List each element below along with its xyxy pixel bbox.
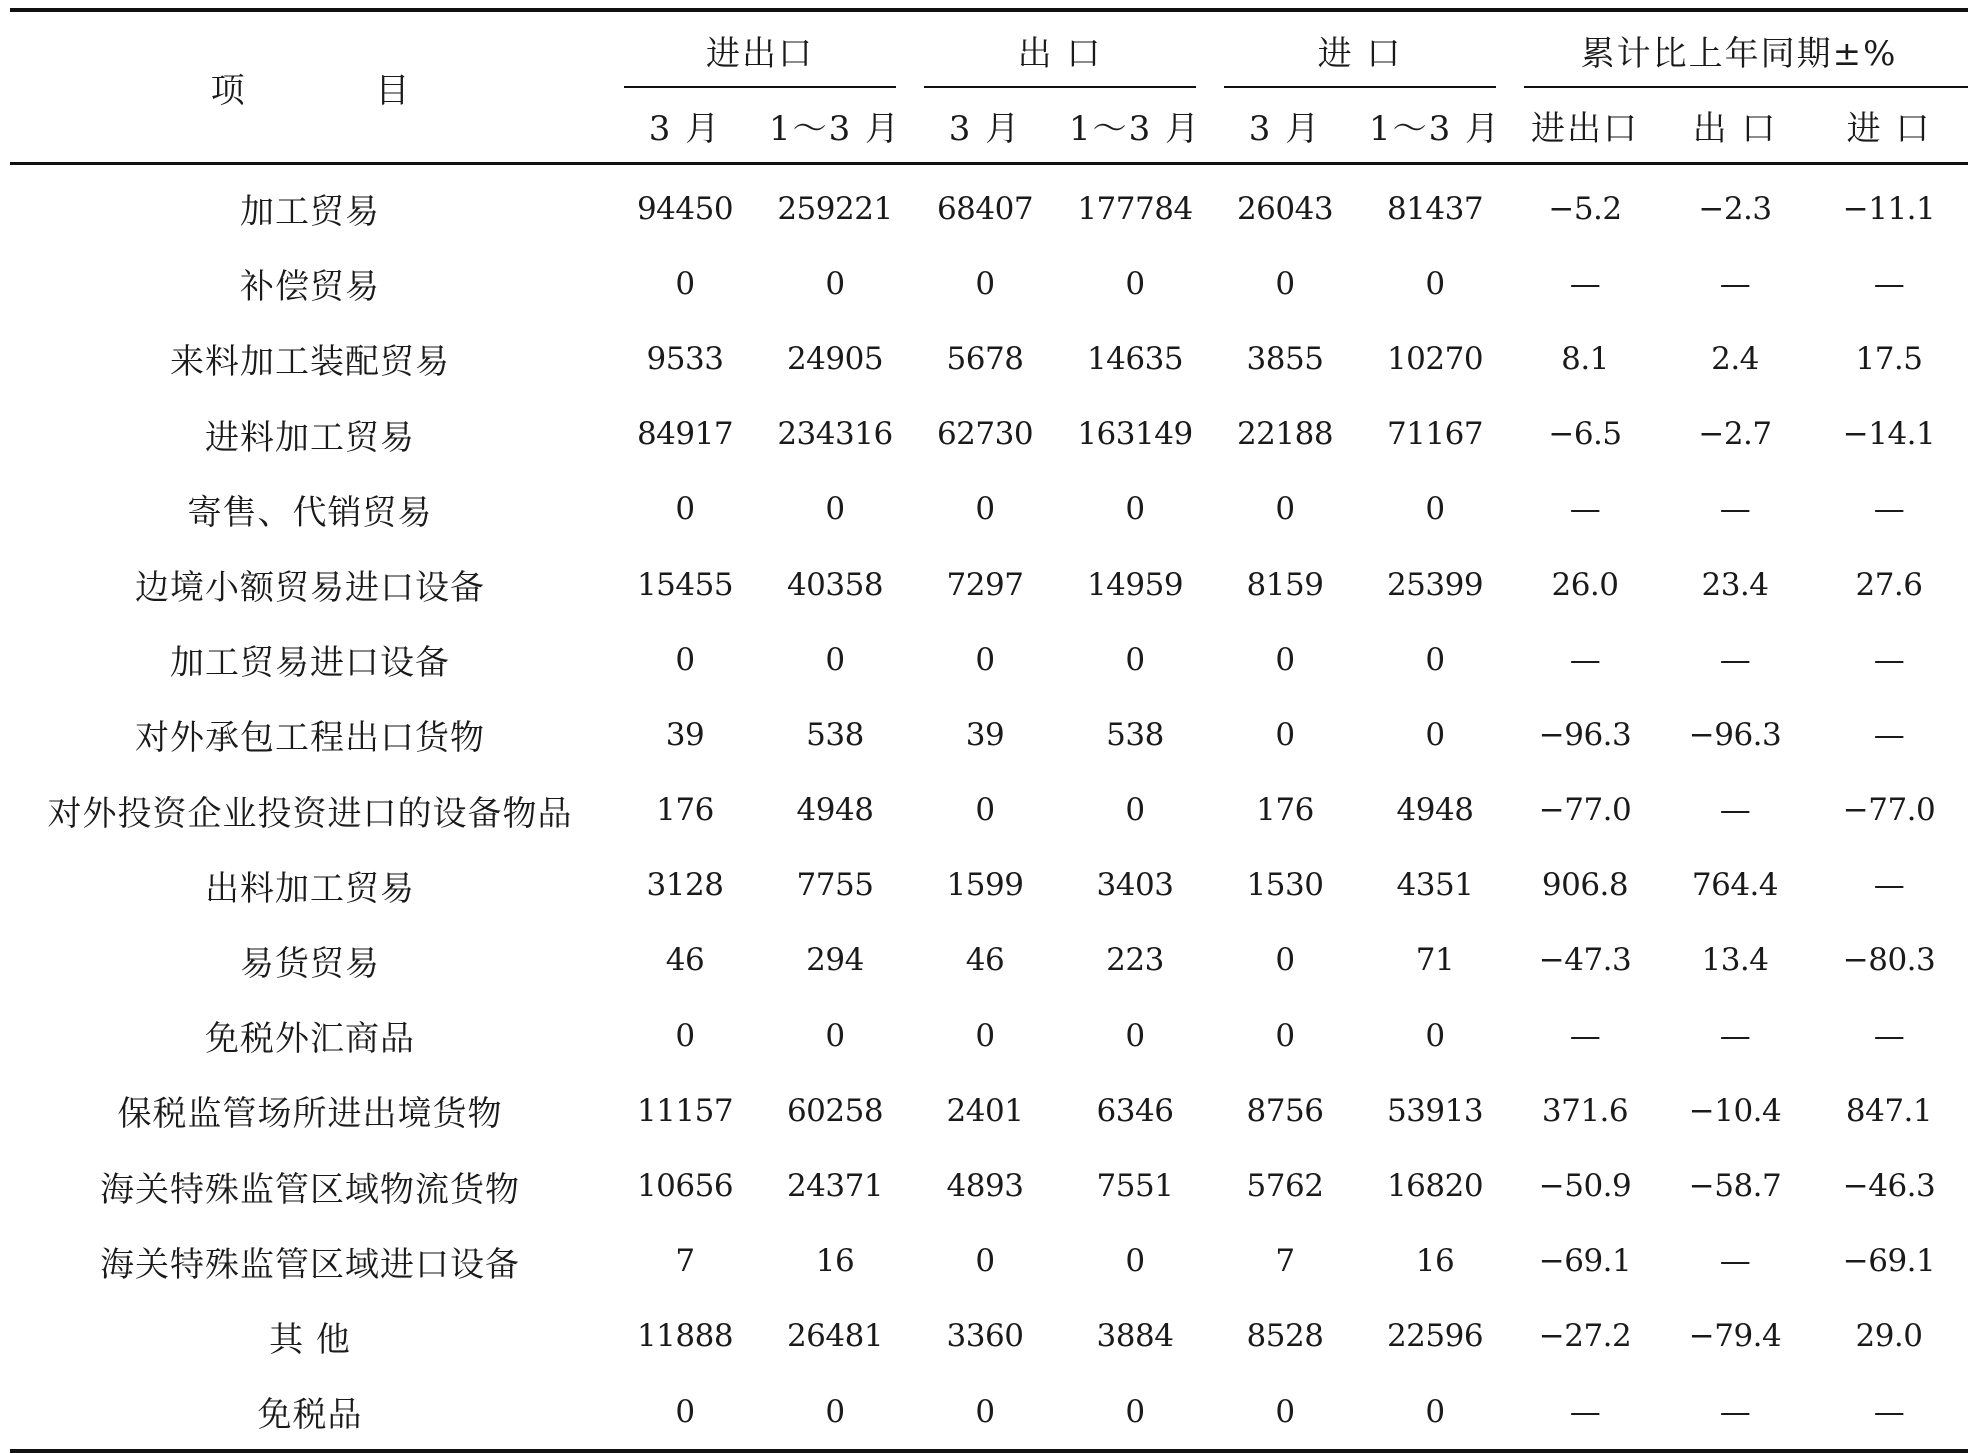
table-cell: 17.5 xyxy=(1855,340,1923,377)
table-row xyxy=(10,998,1968,1073)
table-cell: 8528 xyxy=(1246,1318,1324,1355)
table-cell: — xyxy=(1719,1017,1751,1054)
table-cell: 60258 xyxy=(786,1092,884,1129)
row-item-label: 免税品 xyxy=(257,1395,363,1436)
table-cell: 0 xyxy=(975,265,995,302)
table-cell: −80.3 xyxy=(1842,942,1936,979)
row-item-label: 来料加工装配贸易 xyxy=(170,342,450,383)
table-cell: 177784 xyxy=(1077,190,1193,227)
table-cell: 81437 xyxy=(1386,190,1484,227)
row-item-label: 易货贸易 xyxy=(240,943,380,984)
group-header-import: 进 口 xyxy=(1210,10,1510,88)
table-cell: 3360 xyxy=(946,1318,1024,1355)
table-cell: 259221 xyxy=(777,190,893,227)
table-cell: −77.0 xyxy=(1842,792,1936,829)
group-header-total: 进出口 xyxy=(610,10,910,88)
table-cell: 5762 xyxy=(1246,1168,1324,1205)
table-cell: — xyxy=(1873,1017,1905,1054)
table-cell: — xyxy=(1569,265,1601,302)
table-cell: — xyxy=(1873,491,1905,528)
table-cell: — xyxy=(1873,265,1905,302)
row-item-label: 海关特殊监管区域进口设备 xyxy=(100,1244,520,1285)
table-cell: 62730 xyxy=(936,416,1034,453)
table-cell: 0 xyxy=(1425,1393,1445,1430)
table-cell: 26.0 xyxy=(1551,566,1619,603)
table-cell: 23.4 xyxy=(1701,566,1769,603)
table-cell: 22188 xyxy=(1236,416,1334,453)
table-cell: 0 xyxy=(825,1017,845,1054)
table-cell: 71 xyxy=(1415,942,1455,979)
table-row xyxy=(10,1148,1968,1223)
table-cell: — xyxy=(1719,491,1751,528)
subcolumn-header: 3 月 xyxy=(610,88,760,164)
table-cell: 11888 xyxy=(636,1318,734,1355)
table-row xyxy=(10,773,1968,848)
table-cell: −6.5 xyxy=(1548,416,1622,453)
table-cell: 0 xyxy=(1275,942,1295,979)
row-item-label: 对外承包工程出口货物 xyxy=(135,718,485,759)
table-cell: — xyxy=(1569,1393,1601,1430)
table-cell: 94450 xyxy=(636,190,734,227)
table-cell: 3403 xyxy=(1096,867,1174,904)
table-cell: 16820 xyxy=(1386,1168,1484,1205)
table-cell: 14959 xyxy=(1086,566,1184,603)
table-cell: 6346 xyxy=(1096,1092,1174,1129)
row-item-label: 海关特殊监管区域物流货物 xyxy=(100,1169,520,1210)
table-cell: — xyxy=(1569,491,1601,528)
table-cell: — xyxy=(1719,1243,1751,1280)
row-item-label: 对外投资企业投资进口的设备物品 xyxy=(47,793,573,834)
table-cell: −10.4 xyxy=(1688,1092,1782,1129)
table-cell: 39 xyxy=(965,716,1005,753)
table-row xyxy=(10,923,1968,998)
table-cell: 13.4 xyxy=(1701,942,1769,979)
table-cell: −58.7 xyxy=(1688,1168,1782,1205)
table-cell: 0 xyxy=(975,1017,995,1054)
table-cell: 5678 xyxy=(946,340,1024,377)
trade-statistics-table xyxy=(10,8,1968,1453)
table-cell: — xyxy=(1569,641,1601,678)
table-row xyxy=(10,1224,1968,1299)
table-body xyxy=(10,164,1968,1452)
table-row xyxy=(10,547,1968,622)
table-cell: 8.1 xyxy=(1561,340,1609,377)
table-cell: 0 xyxy=(825,641,845,678)
table-cell: 4893 xyxy=(946,1168,1024,1205)
group-header-export: 出 口 xyxy=(910,10,1210,88)
table-cell: 0 xyxy=(975,792,995,829)
table-cell: 0 xyxy=(1425,1017,1445,1054)
table-cell: 24371 xyxy=(786,1168,884,1205)
row-item-label: 进料加工贸易 xyxy=(205,417,415,458)
table-cell: −5.2 xyxy=(1548,190,1622,227)
table-cell: 4948 xyxy=(796,792,874,829)
table-cell: −69.1 xyxy=(1842,1243,1936,1280)
table-cell: 223 xyxy=(1106,942,1164,979)
table-cell: 0 xyxy=(1275,1017,1295,1054)
table-row xyxy=(10,397,1968,472)
table-cell: 53913 xyxy=(1386,1092,1484,1129)
table-cell: 11157 xyxy=(636,1092,734,1129)
table-cell: 84917 xyxy=(636,416,734,453)
row-item-label: 加工贸易进口设备 xyxy=(170,643,450,684)
table-row xyxy=(10,1299,1968,1374)
subcolumn-header: 1～3 月 xyxy=(1360,88,1510,164)
table-cell: −69.1 xyxy=(1538,1243,1632,1280)
table-cell: 46 xyxy=(965,942,1005,979)
table-cell: 0 xyxy=(975,1393,995,1430)
table-cell: −14.1 xyxy=(1842,416,1936,453)
table-cell: 0 xyxy=(1125,491,1145,528)
table-cell: 764.4 xyxy=(1691,867,1779,904)
table-cell: 0 xyxy=(1425,265,1445,302)
table-cell: −11.1 xyxy=(1842,190,1936,227)
table-cell: 0 xyxy=(1125,641,1145,678)
row-item-label: 保税监管场所进出境货物 xyxy=(117,1094,503,1135)
table-cell: — xyxy=(1719,792,1751,829)
table-cell: 0 xyxy=(675,265,695,302)
table-cell: — xyxy=(1873,716,1905,753)
subcolumn-header: 1～3 月 xyxy=(760,88,910,164)
table-cell: 0 xyxy=(1125,1393,1145,1430)
table-cell: 0 xyxy=(1125,1017,1145,1054)
table-cell: — xyxy=(1873,641,1905,678)
subcolumn-header: 进 口 xyxy=(1810,88,1968,164)
table-cell: 0 xyxy=(1275,491,1295,528)
table-cell: 14635 xyxy=(1086,340,1184,377)
table-row xyxy=(10,246,1968,321)
table-row xyxy=(10,164,1968,247)
table-row xyxy=(10,321,1968,396)
table-cell: −96.3 xyxy=(1538,716,1632,753)
table-cell: 0 xyxy=(1125,265,1145,302)
table-cell: 0 xyxy=(1425,641,1445,678)
table-cell: −27.2 xyxy=(1538,1318,1632,1355)
table-cell: 294 xyxy=(806,942,864,979)
table-cell: 0 xyxy=(1125,1243,1145,1280)
table-cell: 0 xyxy=(975,1243,995,1280)
table-cell: 3128 xyxy=(646,867,724,904)
subcolumn-header: 出 口 xyxy=(1660,88,1810,164)
row-item-label: 免税外汇商品 xyxy=(205,1019,415,1060)
table-cell: 163149 xyxy=(1077,416,1193,453)
table-cell: — xyxy=(1719,641,1751,678)
table-cell: 25399 xyxy=(1386,566,1484,603)
table-cell: 3884 xyxy=(1096,1318,1174,1355)
table-cell: 16 xyxy=(1415,1243,1455,1280)
row-item-label: 寄售、代销贸易 xyxy=(187,492,433,533)
table-cell: −2.3 xyxy=(1698,190,1772,227)
item-column-header: 项 目 xyxy=(10,10,610,164)
table-cell: 0 xyxy=(1275,716,1295,753)
table-cell: 9533 xyxy=(646,340,724,377)
table-cell: −46.3 xyxy=(1842,1168,1936,1205)
table-cell: 0 xyxy=(1275,1393,1295,1430)
table-cell: 0 xyxy=(825,265,845,302)
table-cell: 29.0 xyxy=(1855,1318,1923,1355)
table-row xyxy=(10,1374,1968,1451)
table-cell: 7 xyxy=(675,1243,695,1280)
table-cell: 8159 xyxy=(1246,566,1324,603)
table-cell: — xyxy=(1873,867,1905,904)
subcolumn-header: 3 月 xyxy=(910,88,1060,164)
group-header-yoy-change: 累计比上年同期±% xyxy=(1510,10,1968,88)
table-cell: 39 xyxy=(665,716,705,753)
table-cell: −50.9 xyxy=(1538,1168,1632,1205)
table-cell: 538 xyxy=(806,716,864,753)
table-cell: — xyxy=(1719,265,1751,302)
subcolumn-header: 3 月 xyxy=(1210,88,1360,164)
table-cell: 0 xyxy=(675,641,695,678)
table-cell: 0 xyxy=(675,491,695,528)
table-cell: −96.3 xyxy=(1688,716,1782,753)
subcolumn-header: 1～3 月 xyxy=(1060,88,1210,164)
table-cell: 0 xyxy=(675,1393,695,1430)
table-cell: 0 xyxy=(1125,792,1145,829)
table-cell: 1530 xyxy=(1246,867,1324,904)
table-cell: 26481 xyxy=(786,1318,884,1355)
table-cell: −77.0 xyxy=(1538,792,1632,829)
table-cell: 1599 xyxy=(946,867,1024,904)
table-cell: 538 xyxy=(1106,716,1164,753)
table-cell: 10270 xyxy=(1386,340,1484,377)
table-row xyxy=(10,1073,1968,1148)
table-cell: 371.6 xyxy=(1541,1092,1629,1129)
table-row xyxy=(10,848,1968,923)
table-cell: 7755 xyxy=(796,867,874,904)
table-cell: 847.1 xyxy=(1845,1092,1933,1129)
row-item-label: 边境小额贸易进口设备 xyxy=(135,568,485,609)
table-cell: 0 xyxy=(975,491,995,528)
row-item-label: 加工贸易 xyxy=(240,192,380,233)
subcolumn-header: 进出口 xyxy=(1510,88,1660,164)
table-cell: 3855 xyxy=(1246,340,1324,377)
table-cell: −79.4 xyxy=(1688,1318,1782,1355)
table-cell: 46 xyxy=(665,942,705,979)
table-cell: — xyxy=(1569,1017,1601,1054)
table-cell: 0 xyxy=(1425,491,1445,528)
table-cell: 906.8 xyxy=(1541,867,1629,904)
table-cell: 0 xyxy=(825,1393,845,1430)
table-cell: 16 xyxy=(815,1243,855,1280)
table-cell: −47.3 xyxy=(1538,942,1632,979)
table-cell: — xyxy=(1719,1393,1751,1430)
table-cell: 176 xyxy=(1256,792,1314,829)
table-cell: 0 xyxy=(675,1017,695,1054)
row-item-label: 补偿贸易 xyxy=(240,267,380,308)
table-cell: 40358 xyxy=(786,566,884,603)
table-cell: 0 xyxy=(1425,716,1445,753)
table-cell: 15455 xyxy=(636,566,734,603)
table-cell: 0 xyxy=(975,641,995,678)
row-item-label: 其 他 xyxy=(269,1319,351,1360)
table-cell: −2.7 xyxy=(1698,416,1772,453)
row-item-label: 出料加工贸易 xyxy=(205,868,415,909)
table-row xyxy=(10,697,1968,772)
table-cell: 71167 xyxy=(1386,416,1484,453)
table-cell: 68407 xyxy=(936,190,1034,227)
table-cell: 176 xyxy=(656,792,714,829)
table-cell: 234316 xyxy=(777,416,893,453)
table-cell: 26043 xyxy=(1236,190,1334,227)
table-cell: 8756 xyxy=(1246,1092,1324,1129)
table-cell: 7 xyxy=(1275,1243,1295,1280)
table-cell: 22596 xyxy=(1386,1318,1484,1355)
table-cell: 4948 xyxy=(1396,792,1474,829)
table-cell: 7297 xyxy=(946,566,1024,603)
table-row xyxy=(10,622,1968,697)
table-cell: 0 xyxy=(1275,641,1295,678)
table-cell: — xyxy=(1873,1393,1905,1430)
table-row xyxy=(10,472,1968,547)
table-cell: 0 xyxy=(825,491,845,528)
table-cell: 7551 xyxy=(1096,1168,1174,1205)
table-cell: 0 xyxy=(1275,265,1295,302)
table-cell: 24905 xyxy=(786,340,884,377)
table-cell: 4351 xyxy=(1396,867,1474,904)
table-cell: 27.6 xyxy=(1855,566,1923,603)
table-cell: 10656 xyxy=(636,1168,734,1205)
table-cell: 2401 xyxy=(946,1092,1024,1129)
table-header xyxy=(10,10,1968,164)
table-cell: 2.4 xyxy=(1711,340,1759,377)
